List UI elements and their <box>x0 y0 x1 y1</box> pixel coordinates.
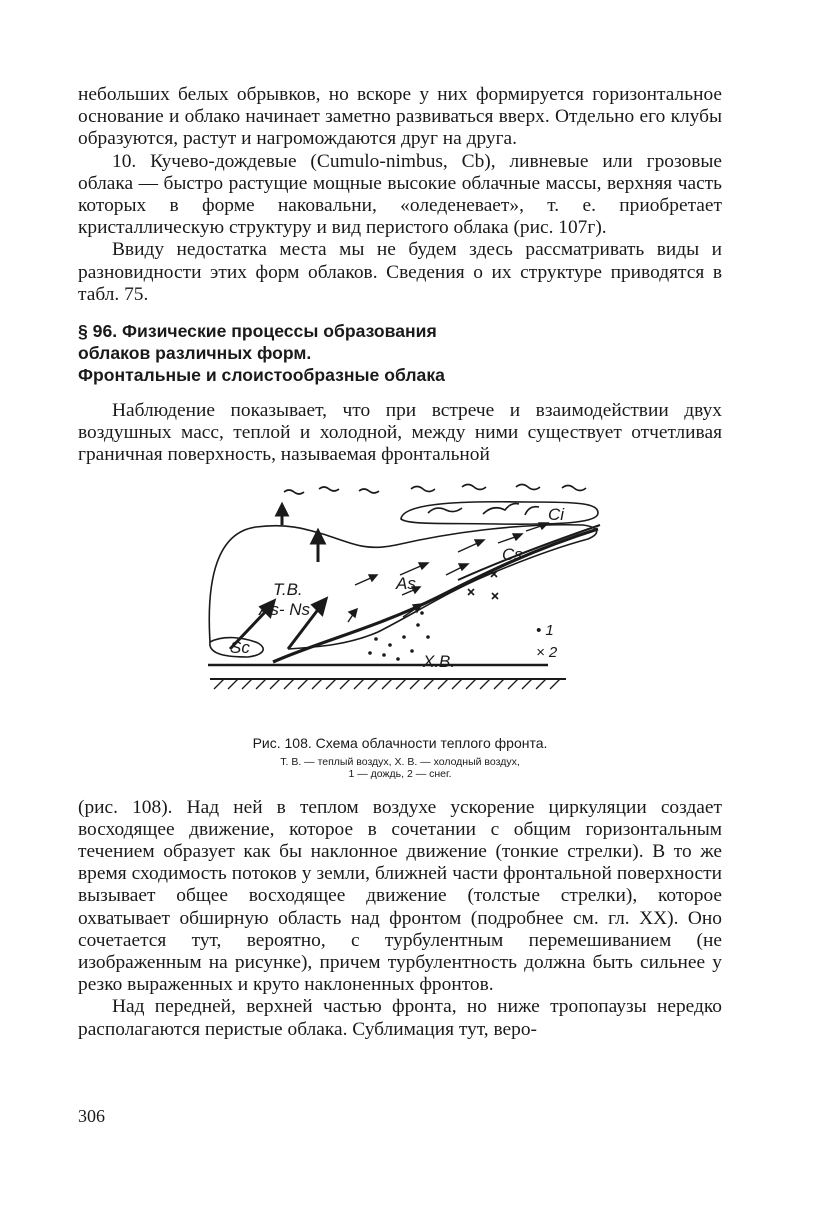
paragraph-observation: Наблюдение показывает, что при встрече и взаимодействии двух воздушных масс, теплой и холодной, между ними существует отчетливая граничная поверхность, называемая фронтальной <box>78 400 722 466</box>
label-tb: Т.В. <box>273 579 303 599</box>
frontal-surface-line <box>273 529 598 662</box>
page-number: 306 <box>78 1106 105 1126</box>
tilde-mark <box>462 484 486 489</box>
rain-dots <box>368 611 430 661</box>
section-heading-line2: облаков различных форм. <box>78 343 312 364</box>
tilde-mark <box>411 486 435 491</box>
tilde-mark <box>284 490 304 494</box>
tilde-mark <box>359 489 379 493</box>
thin-arrows <box>348 523 548 622</box>
cirrus-cloud-outline <box>401 501 598 523</box>
tilde-mark <box>516 484 540 489</box>
label-xb: Х.В. <box>423 651 456 671</box>
paragraph-cumulonimbus: 10. Кучево-дождевые (Cumulo-nimbus, Cb), ливневые или грозовые облака — быстро растущие мощные высокие облачные массы, верхняя часть которых в форме наковальни, «оледеневает», т. е. приобретает кристаллическую структуру и вид перистого облака (рис. 107г). <box>78 150 722 239</box>
paragraph-lack-of-space: Ввиду недостатка места мы не будем здесь рассматривать виды и разновидности этих форм облаков. Сведения о их структуре приводятся в табл. 75. <box>78 239 722 305</box>
label-cs: Cs <box>502 544 523 564</box>
ground-hatch <box>210 679 566 689</box>
paragraph-figure-ref: (рис. 108). Над ней в теплом воздухе ускорение циркуляции создает восходящее движение, которое в сочетании с общим горизонтальным течением образует как бы наклонное движение (тонкие стрелки). В то же время сходимость потоков у земли, ближней части фронтальной поверхности вызывает общее восходящее движение (толстые стрелки), которое охватывает обширную область над фронтом (подробнее см. гл. XX). Оно сочетается тут, вероятно, с турбулентным перемешиванием (не изображенным на рисунке), причем турбулентность должна быть сильнее у резко выраженных и круто наклоненных фронтов. <box>78 796 722 996</box>
section-heading-line3: Фронтальные и слоистообразные облака <box>78 365 445 386</box>
legend-2: × 2 <box>536 643 558 661</box>
figure-caption-legend-line2: 1 — дождь, 2 — снег. <box>348 767 452 780</box>
warm-front-diagram <box>78 467 722 732</box>
paragraph-last: Над передней, верхней частью фронта, но ниже тропопаузы нередко располагаются перистые облака. Сублимация тут, веро- <box>78 996 722 1040</box>
label-ci: Ci <box>548 504 565 524</box>
tilde-mark <box>562 485 586 490</box>
figure-caption-legend-line1: Т. В. — теплый воздух, Х. В. — холодный воздух, <box>280 755 520 768</box>
section-heading-line1: § 96. Физические процессы образования <box>78 321 437 342</box>
label-as: As <box>396 573 416 593</box>
label-asns: As- Ns <box>259 599 310 619</box>
figure-warm-front <box>78 467 722 797</box>
cirrus-squiggle <box>525 506 539 514</box>
cirrus-squiggle <box>483 503 519 513</box>
label-sc: Sc <box>230 637 250 657</box>
figure-caption-legend <box>78 756 722 780</box>
cirrus-squiggle <box>428 508 462 513</box>
tilde-mark <box>319 487 339 491</box>
page-body <box>78 84 722 1041</box>
figure-caption-title: Рис. 108. Схема облачности теплого фронта. <box>252 734 548 751</box>
paragraph-top: небольших белых обрывков, но вскоре у них формируется горизонтальное основание и облако начинает заметно развиваться вверх. Отдельно его клубы образуются, растут и нагромождаются друг на друга. <box>78 84 722 150</box>
legend-1: • 1 <box>536 621 554 639</box>
thick-arrows <box>230 505 326 649</box>
section-heading <box>78 320 722 386</box>
